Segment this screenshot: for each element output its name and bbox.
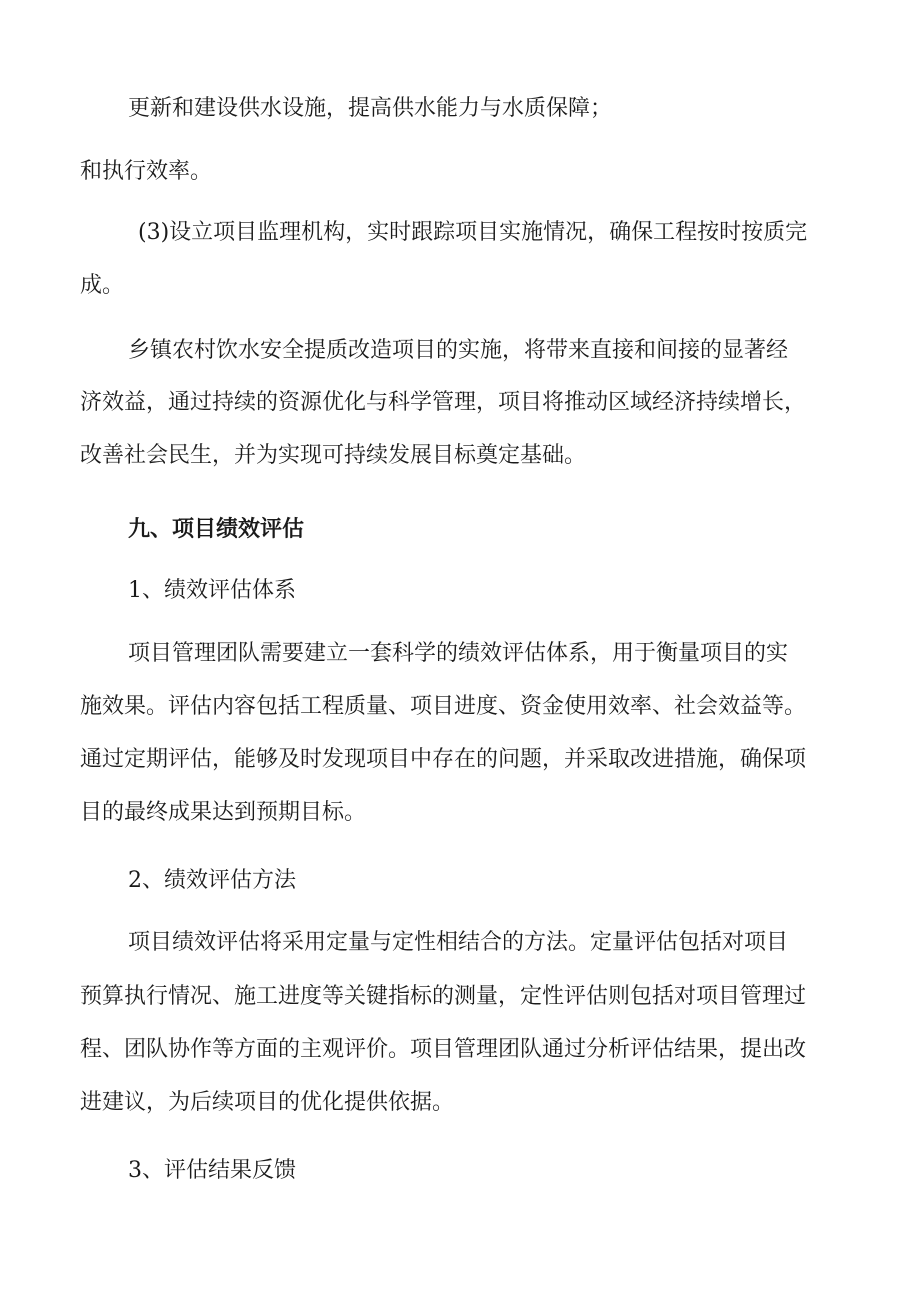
paragraph-line: 程、团队协作等方面的主观评价。项目管理团队通过分析评估结果，提出改 — [80, 1037, 807, 1062]
paragraph-line: (3)设立项目监理机构，实时跟踪项目实施情况，确保工程按时按质完 — [138, 220, 808, 245]
paragraph-line: 预算执行情况、施工进度等关键指标的测量，定性评估则包括对项目管理过 — [80, 984, 807, 1009]
paragraph-line: 成。 — [80, 273, 125, 298]
paragraph-line: 济效益，通过持续的资源优化与科学管理，项目将推动区域经济持续增长， — [80, 390, 807, 415]
paragraph-line: 改善社会民生，并为实现可持续发展目标奠定基础。 — [80, 443, 587, 468]
paragraph-line: 乡镇农村饮水安全提质改造项目的实施，将带来直接和间接的显著经 — [128, 338, 789, 363]
subsection-heading: 1、绩效评估体系 — [128, 578, 296, 603]
paragraph-line: 和执行效率。 — [80, 159, 213, 184]
subsection-heading: 2、绩效评估方法 — [128, 868, 296, 893]
paragraph-line: 目的最终成果达到预期目标。 — [80, 800, 367, 825]
paragraph-line: 更新和建设供水设施，提高供水能力与水质保障； — [128, 96, 613, 121]
paragraph-line: 项目绩效评估将采用定量与定性相结合的方法。定量评估包括对项目 — [128, 930, 789, 955]
paragraph-line: 项目管理团队需要建立一套科学的绩效评估体系，用于衡量项目的实 — [128, 641, 789, 666]
subsection-heading: 3、评估结果反馈 — [128, 1158, 296, 1183]
section-heading: 九、项目绩效评估 — [128, 516, 305, 542]
paragraph-line: 施效果。评估内容包括工程质量、项目进度、资金使用效率、社会效益等。 — [80, 694, 807, 719]
paragraph-line: 进建议，为后续项目的优化提供依据。 — [80, 1090, 455, 1115]
paragraph-line: 通过定期评估，能够及时发现项目中存在的问题，并采取改进措施，确保项 — [80, 747, 807, 772]
